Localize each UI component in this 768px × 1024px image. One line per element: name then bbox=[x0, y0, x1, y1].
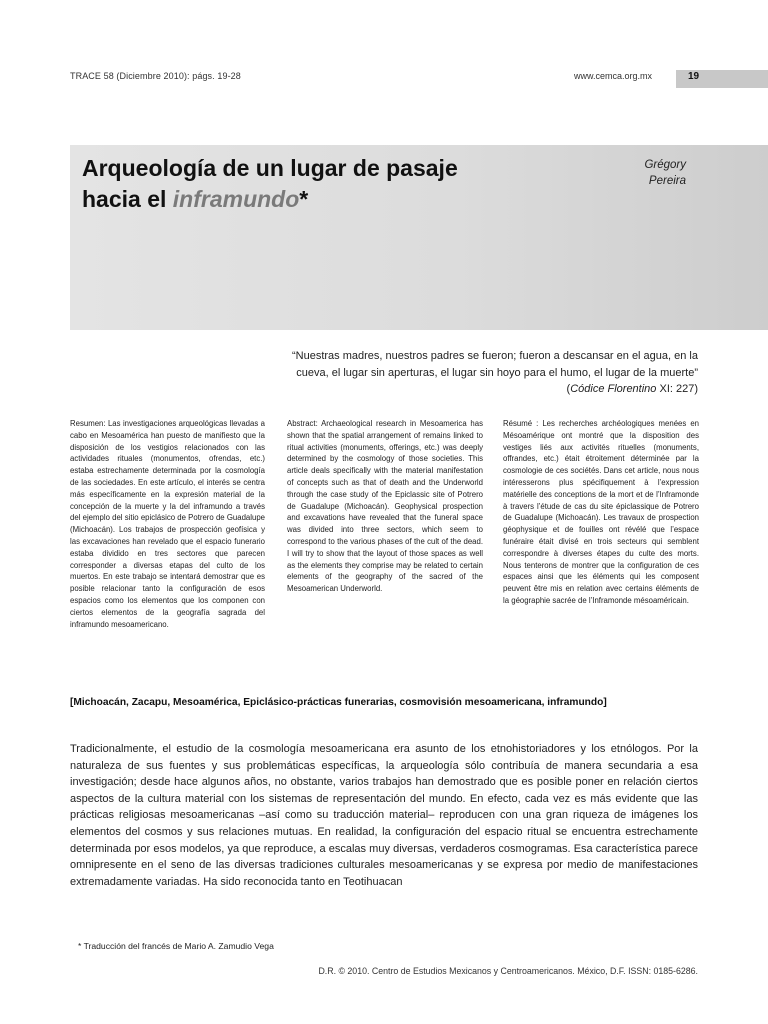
author-name bbox=[600, 157, 686, 189]
title-footnote-mark: * bbox=[299, 186, 309, 212]
title-line-2 bbox=[82, 184, 542, 215]
abstract-spanish: Resumen: Las investigaciones arqueológicas llevadas a cabo en Mesoamérica han puesto de manifiesto que la disposición de los vestigios relacionados con las actividades rituales (monumentos, ofrendas, etc.) estaba estrechamente determinada por la cosmología de las sociedades. En este artículo, el interés se centra más específicamente en la expresión material de la concepción de la muerte y la del inframundo a través del ejemplo del sitio epiclásico de Potrero de Guadalupe (Michoacán). Los trabajos de prospección geofísica y las excavaciones han revelado que el espacio funerario estaba dividido en tres sectores que parecen corresponder a diversas etapas del culto de los muertos. En este trabajo se intentará demostrar que es posible relacionar tanto la configuración de esos espacios como los elementos que los componen con ciertos elementos de la geografía sagrada del inframundo mesoamericano. bbox=[70, 419, 265, 629]
title-highlight: inframundo bbox=[172, 186, 300, 212]
journal-citation: TRACE 58 (Diciembre 2010): págs. 19-28 bbox=[70, 71, 241, 81]
article-title bbox=[82, 153, 542, 215]
epigraph bbox=[286, 348, 698, 398]
abstract-french: Résumé : Les recherches archéologiques menées en Mésoamérique ont montré que la disposition des vestiges liés aux activités rituelles (monuments, offrandes, etc.) était étroitement déterminée par la cosmologie de ces sociétés. Dans cet article, nous nous intéresserons plus spécifiquement à l’expression matérielle des conceptions de la mort et de l’Inframonde à travers l’étude de cas du site épiclassique de Potrero de Guadalupe (Michoacán). Les travaux de prospection géophysique et de fouilles ont révélé que l’espace funéraire était divisé en trois secteurs qui semblent correspondre à diverses étapes du culte des morts. Nous tenterons de montrer que la configuration de ces espaces ainsi que les éléments qui les composent peuvent être mis en relation avec certains éléments de la géographie sacrée de l’Inframonde mésoaméricain. bbox=[503, 419, 699, 605]
title-line-1: Arqueología de un lugar de pasaje bbox=[82, 155, 458, 181]
abstract-english: Abstract: Archaeological research in Mesoamerica has shown that the spatial arrangement of remains linked to ritual activities (monuments, offerings, etc.) was deeply determined by the cosmology of those societies. This article deals specifically with the material manifestation of concepts such as that of death and the Underworld through the case study of the Epiclassic site of Potrero de Guadalupe (Michoacán). Geophysical prospection and excavations have revealed that the funeral space was divided into three sectors, which seem to correspond to the various phases of the cult of the dead. I will try to show that the layout of those spaces as well as the elements they comprise may be related to certain elements of the geography of the sacred of the Mesoamerican Underworld. bbox=[287, 419, 483, 594]
keywords: [Michoacán, Zacapu, Mesoamérica, Epiclásico-prácticas funerarias, cosmovisión mesoamericana, inframundo] bbox=[70, 697, 607, 708]
translation-footnote: * Traducción del francés de Mario A. Zamudio Vega bbox=[78, 941, 274, 951]
epigraph-quote: “Nuestras madres, nuestros padres se fueron; fueron a descansar en el agua, en la cueva, el lugar sin aperturas, el lugar sin hoyo para el humo, el lugar de la muerte” ( bbox=[291, 350, 698, 395]
title-line-2-prefix: hacia el bbox=[82, 186, 173, 212]
epigraph-reference: XI: 227) bbox=[656, 383, 698, 395]
page-number: 19 bbox=[688, 71, 700, 82]
epigraph-source: Códice Florentino bbox=[570, 383, 657, 395]
body-paragraph: Tradicionalmente, el estudio de la cosmología mesoamericana era asunto de los etnohistoriadores y los etnólogos. Por la naturaleza de sus fuentes y sus problemáticas específicas, la arqueología sólo contribuía de manera secundaria a esa investigación; desde hace algunos años, no obstante, varios trabajos han demostrado que es posible poner en relación ciertos aspectos de la cultura material con los sistemas de representación del mundo. En efecto, cada vez es más evidente que las prácticas religiosas mesoamericanas –así como su traducción material– reproducen con una gran riqueza de imágenes los elementos del cosmos y sus relaciones mutuas. En realidad, la configuración del espacio ritual se encuentra estrechamente determinada por esos modelos, ya que reproduce, a escalas muy diversas, verdaderos cosmogramas. Esa característica parece omnipresente en el seno de las diversas tradiciones culturales mesoamericanas y se expresa por medio de manifestaciones extremadamente variadas. Ha sido reconocida tanto en Teotihuacan bbox=[70, 743, 698, 888]
copyright-line: D.R. © 2010. Centro de Estudios Mexicanos y Centroamericanos. México, D.F. ISSN: 0185-6286. bbox=[318, 966, 698, 976]
author-first-name: Grégory bbox=[644, 159, 686, 171]
author-last-name: Pereira bbox=[648, 175, 686, 187]
journal-url: www.cemca.org.mx bbox=[574, 71, 653, 81]
